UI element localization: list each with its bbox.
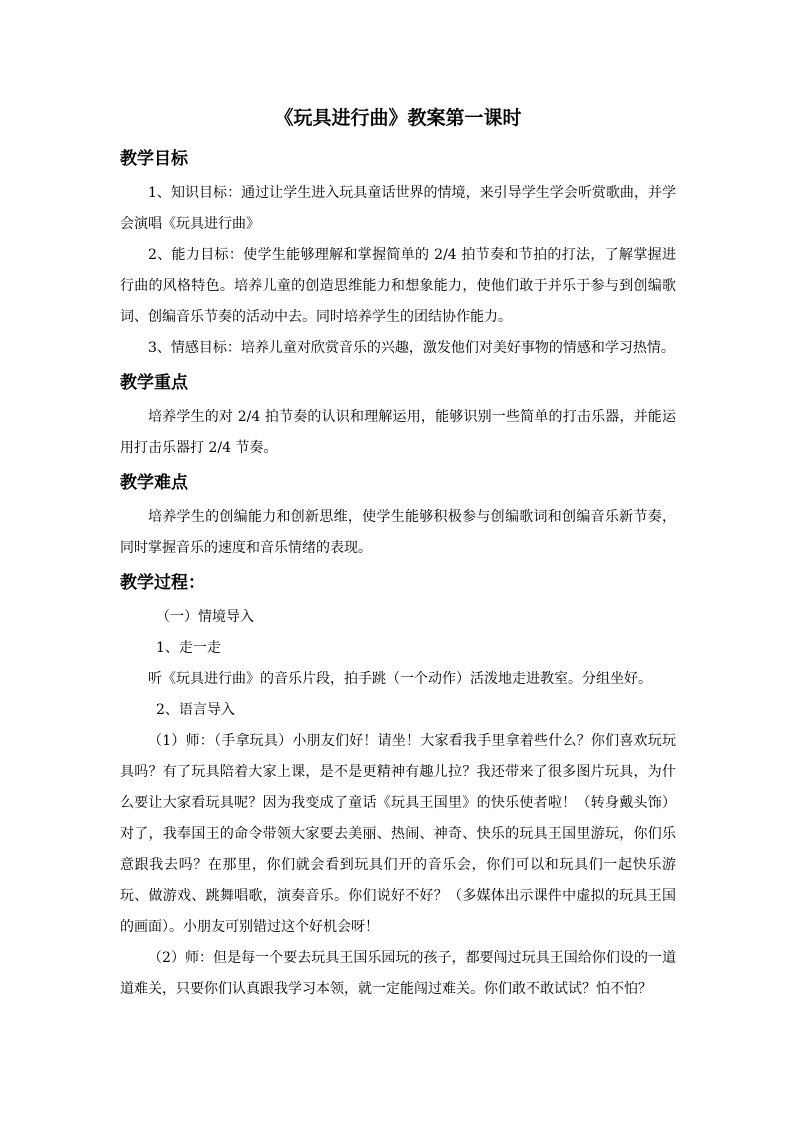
paragraph-teaching-key: 培养学生的对 2/4 拍节奏的认识和理解运用，能够识别一些简单的打击乐器，并能运用打击乐器打 2/4 节奏。: [120, 409, 676, 456]
paragraph-teaching-difficulty: 培养学生的创编能力和创新思维，使学生能够积极参与创编歌词和创编音乐新节奏，同时掌握音乐的速度和音乐情绪的表现。: [120, 509, 676, 556]
document-page: [120, 100, 676, 1005]
paragraph-teacher-dialogue-1: （1）师：（手拿玩具）小朋友们好！请坐！大家看我手里拿着些什么？你们喜欢玩玩具吗？有了玩具陪着大家上课，是不是更精神有趣儿拉？我还带来了很多图片玩具，为什么要让大家看玩具呢？因为我变成了童话《玩具王国里》的快乐使者啦！（转身戴头饰）对了，我奉国王的命令带领大家要去美丽、热闹、神奇、快乐的玩具王国里游玩，你们乐意跟我去吗？在那里，你们就会看到玩具们开的音乐会，你们可以和玩具们一起快乐游玩、做游戏、跳舞唱歌，演奏音乐。你们说好不好？（多媒体出示课件中虚拟的玩具王国的画面）。小朋友可别错过这个好机会呀！: [120, 733, 676, 935]
heading-teaching-process: 教学过程：: [120, 573, 205, 593]
page-title: 《玩具进行曲》教案第一课时: [274, 107, 522, 129]
paragraph-walk-description: 听《玩具进行曲》的音乐片段，拍手跳（一个动作）活泼地走进教室。分组坐好。: [148, 671, 652, 687]
paragraph-emotion-goal: 3、情感目标：培养儿童对欣赏音乐的兴趣，激发他们对美好事物的情感和学习热情。: [148, 340, 675, 356]
heading-teaching-key: 教学重点: [120, 373, 188, 393]
subheading-situation-intro: （一）情境导入: [156, 609, 254, 625]
paragraph-teacher-dialogue-2: （2）师：但是每一个要去玩具王国乐园玩的孩子，都要闯过玩具王国给你们设的一道道难关，只要你们认真跟我学习本领，就一定能闯过难关。你们敢不敢试试？怕不怕？: [120, 950, 676, 997]
heading-teaching-goals: 教学目标: [120, 149, 188, 169]
heading-teaching-difficulty: 教学难点: [120, 473, 188, 493]
paragraph-ability-goal: 2、能力目标：使学生能够理解和掌握简单的 2/4 拍节奏和节拍的打法，了解掌握进行曲的风格特色。培养儿童的创造思维能力和想象能力，使他们敢于并乐于参与到创编歌词、创编音乐节奏的活动中去。同时培养学生的团结协作能力。: [120, 247, 676, 325]
subheading-walk: 1、走一走: [156, 640, 221, 656]
subheading-language-intro: 2、语言导入: [156, 702, 235, 718]
paragraph-knowledge-goal: 1、知识目标：通过让学生进入玩具童话世界的情境，来引导学生学会听赏歌曲，并学会演唱《玩具进行曲》: [120, 185, 676, 232]
